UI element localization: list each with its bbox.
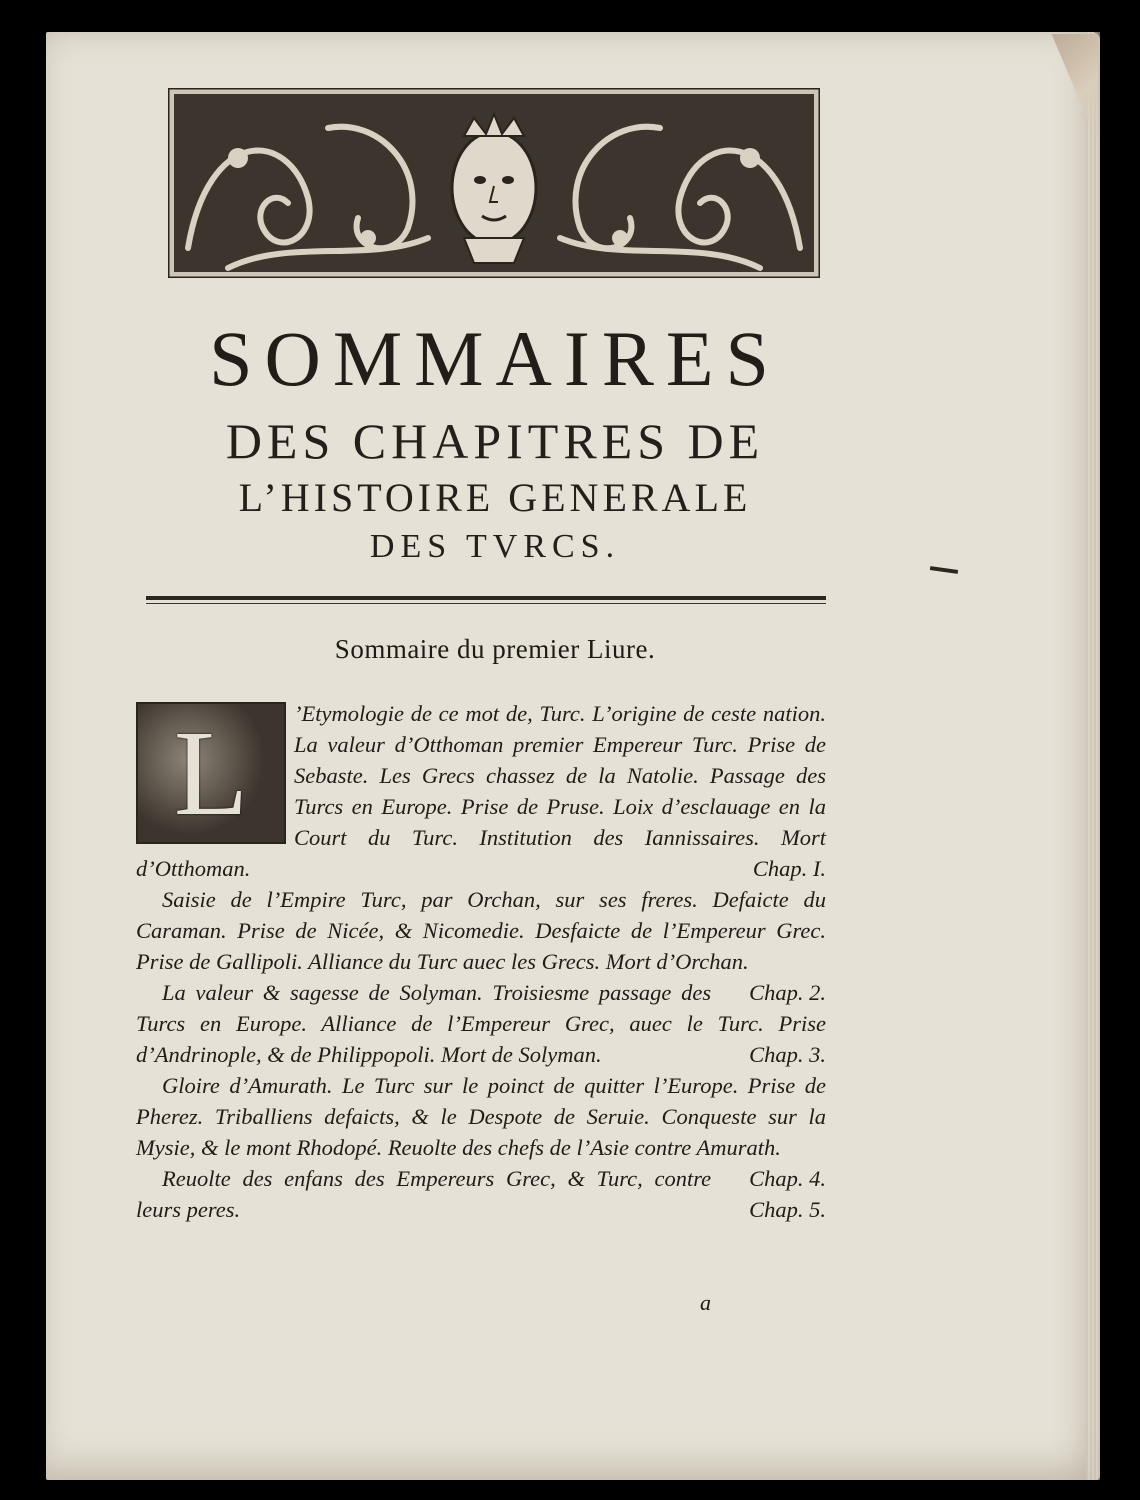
chapter-ref: Chap. 3. (749, 1042, 826, 1067)
section-heading: Sommaire du premier Liure. (334, 634, 656, 664)
title-sommaires: SOMMAIRES (209, 315, 781, 402)
summary-text: Gloire d’Amurath. Le Turc sur le poinct de quitter l’Europe. Prise de Pherez. Triballiens defaicts, & le Despote de Seruie. Conqueste sur la Mysie, & le mont Rhodopé. Reuolte des chefs de l’Asie contre Amurath. (136, 1073, 826, 1160)
chapter-ref: Chap. 4. (749, 1166, 826, 1191)
decorated-initial-letter: L (173, 705, 249, 841)
summary-text: Reuolte des enfans des Empereurs Grec, & Turc, contre leurs peres. (136, 1166, 712, 1222)
summary-text: Saisie de l’Empire Turc, par Orchan, sur ses freres. Defaicte du Caraman. Prise de Nicée, & Nicomedie. Desfaicte de l’Empereur Grec. Prise de Gallipoli. Alliance du Turc auec les Grecs. Mort d’Orchan. (136, 887, 826, 974)
decorated-initial (136, 702, 286, 844)
summary-entry-4 (136, 1070, 826, 1191)
title-line-2: DES CHAPITRES DE (225, 413, 765, 469)
chapter-ref: Chap. 2. (749, 980, 826, 1005)
summary-text: ’Etymologie de ce mot de, Turc. L’origine de ceste nation. La valeur d’Otthoman premier Empereur Turc. Prise de Sebaste. Les Grecs chassez de la Natolie. Passage des Turcs en Europe. Prise de Pruse. Loix d’esclauage en la Court du Turc. Institution des Iannissaires. Mort d’Otthoman. (136, 701, 826, 881)
summary-entry-2 (136, 884, 826, 1005)
ornamental-headpiece (168, 88, 820, 278)
title-line-3: L’HISTOIRE GENERALE (238, 475, 752, 520)
page-edge (1086, 32, 1100, 1480)
signature-mark: a (700, 1290, 711, 1315)
title-line-4: DES TVRCS. (369, 528, 621, 565)
horizontal-rule (146, 596, 826, 600)
chapter-ref: Chap. 5. (749, 1197, 826, 1222)
summary-text: La valeur & sagesse de Solyman. Troisiesme passage des Turcs en Europe. Alliance de l’Empereur Grec, auec le Turc. Prise d’Andrinople, & de Philippopoli. Mort de Solyman. (136, 980, 826, 1067)
chapter-summaries (136, 698, 826, 1225)
chapter-ref: Chap. I. (752, 856, 826, 881)
